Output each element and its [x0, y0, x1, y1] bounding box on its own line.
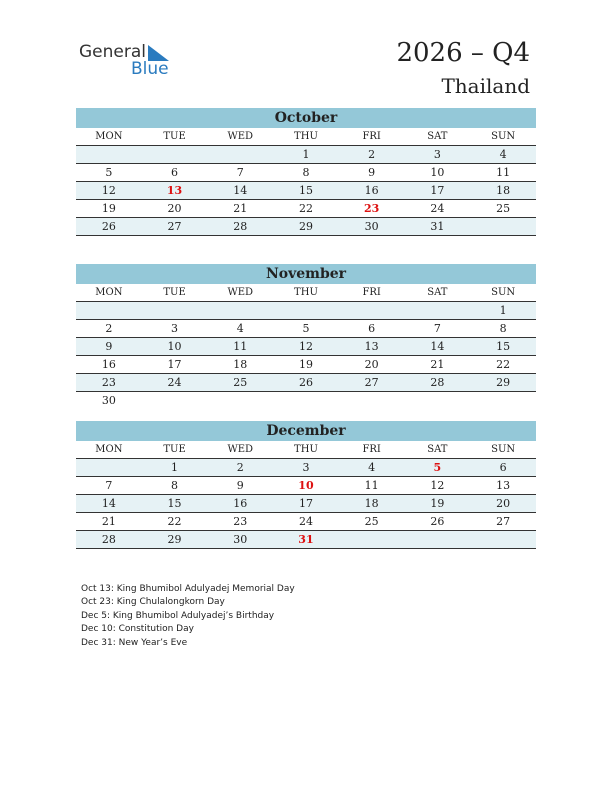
- week-row: [76, 495, 536, 513]
- day-cell: 5: [76, 164, 142, 182]
- holiday-notes: [81, 583, 295, 650]
- day-cell: 10: [142, 338, 208, 356]
- holiday-note: Dec 10: Constitution Day: [81, 624, 194, 635]
- empty-day-cell: [470, 392, 536, 410]
- empty-day-cell: [273, 392, 339, 410]
- day-cell: 21: [207, 200, 273, 218]
- day-cell: 9: [207, 477, 273, 495]
- empty-day-cell: [405, 392, 471, 410]
- weekday-label: TUE: [142, 284, 208, 302]
- day-cell: 19: [405, 495, 471, 513]
- day-cell: 14: [207, 182, 273, 200]
- holiday-day-cell: 23: [339, 200, 405, 218]
- holiday-note: Dec 31: New Year’s Eve: [81, 637, 188, 648]
- day-cell: 11: [339, 477, 405, 495]
- logo-text-blue: Blue: [131, 59, 169, 79]
- week-row: [76, 392, 536, 410]
- day-cell: 18: [470, 182, 536, 200]
- day-cell: 17: [273, 495, 339, 513]
- weekday-label: FRI: [339, 441, 405, 459]
- empty-day-cell: [207, 392, 273, 410]
- week-row: [76, 338, 536, 356]
- week-row: [76, 459, 536, 477]
- weekday-label: THU: [273, 441, 339, 459]
- day-cell: 29: [470, 374, 536, 392]
- weekday-label: TUE: [142, 128, 208, 146]
- day-cell: 22: [470, 356, 536, 374]
- day-cell: 15: [470, 338, 536, 356]
- day-cell: 14: [76, 495, 142, 513]
- day-cell: 28: [405, 374, 471, 392]
- week-row: [76, 374, 536, 392]
- holiday-note: Oct 23: King Chulalongkorn Day: [81, 597, 225, 608]
- holiday-note: Oct 13: King Bhumibol Adulyadej Memorial Day: [81, 584, 295, 594]
- day-cell: 16: [207, 495, 273, 513]
- day-cell: 30: [101, 394, 116, 407]
- day-cell: 25: [207, 374, 273, 392]
- day-cell: 16: [339, 182, 405, 200]
- week-row: [76, 164, 536, 182]
- day-cell: 11: [207, 338, 273, 356]
- empty-day-cell: [405, 531, 471, 549]
- day-cell: 9: [76, 338, 142, 356]
- month-december: [76, 421, 536, 549]
- weekday-label: MON: [76, 441, 142, 459]
- empty-day-cell: [207, 146, 273, 164]
- week-row: [76, 200, 536, 218]
- day-cell: 8: [470, 320, 536, 338]
- day-cell: 26: [405, 513, 471, 531]
- day-cell: 9: [339, 164, 405, 182]
- day-cell: 21: [405, 356, 471, 374]
- day-cell: 13: [470, 477, 536, 495]
- month-november: [76, 264, 536, 409]
- calendar-grid: [76, 128, 536, 236]
- weekday-label: SAT: [405, 284, 471, 302]
- day-cell: 2: [207, 459, 273, 477]
- day-cell: 14: [405, 338, 471, 356]
- weekday-row: [76, 128, 536, 146]
- day-cell: 27: [470, 513, 536, 531]
- page-title: 2026 – Q4: [396, 38, 530, 68]
- day-cell: 10: [405, 164, 471, 182]
- day-cell: 17: [142, 356, 208, 374]
- day-cell: 24: [273, 513, 339, 531]
- day-cell: 3: [405, 146, 471, 164]
- calendar-grid: [76, 284, 536, 409]
- day-cell: 4: [339, 459, 405, 477]
- week-row: [76, 531, 536, 549]
- country-name: Thailand: [441, 74, 530, 98]
- day-cell: 7: [405, 320, 471, 338]
- weekday-label: SUN: [470, 284, 536, 302]
- weekday-label: SUN: [470, 128, 536, 146]
- weekday-label: MON: [76, 284, 142, 302]
- month-header: November: [76, 264, 536, 284]
- generalblue-logo: [79, 40, 179, 80]
- empty-day-cell: [142, 302, 208, 320]
- day-cell: 18: [339, 495, 405, 513]
- day-cell: 8: [273, 164, 339, 182]
- day-cell: 22: [273, 200, 339, 218]
- logo-text-general: General: [79, 42, 146, 62]
- day-cell: 1: [273, 146, 339, 164]
- day-cell: 18: [207, 356, 273, 374]
- day-cell: 12: [76, 182, 142, 200]
- empty-day-cell: [405, 302, 471, 320]
- week-row: [76, 356, 536, 374]
- weekday-label: SAT: [405, 441, 471, 459]
- day-cell: 3: [273, 459, 339, 477]
- day-cell: 2: [76, 320, 142, 338]
- holiday-day-cell: 10: [273, 477, 339, 495]
- weekday-label: WED: [207, 284, 273, 302]
- day-cell: 5: [273, 320, 339, 338]
- holiday-day-cell: 5: [405, 459, 471, 477]
- weekday-label: FRI: [339, 284, 405, 302]
- empty-day-cell: [339, 531, 405, 549]
- day-cell: 7: [76, 477, 142, 495]
- empty-day-cell: [470, 218, 536, 236]
- week-row: [76, 146, 536, 164]
- empty-day-cell: [76, 459, 142, 477]
- day-cell: 28: [76, 531, 142, 549]
- empty-day-cell: [207, 302, 273, 320]
- day-cell: 22: [142, 513, 208, 531]
- day-cell: 15: [273, 182, 339, 200]
- day-cell: 24: [142, 374, 208, 392]
- day-cell: 1: [470, 302, 536, 320]
- day-cell: 16: [76, 356, 142, 374]
- day-cell: 25: [470, 200, 536, 218]
- day-cell: 2: [339, 146, 405, 164]
- day-cell: 24: [405, 200, 471, 218]
- day-cell: 17: [405, 182, 471, 200]
- week-row: [76, 320, 536, 338]
- day-cell: 25: [339, 513, 405, 531]
- weekday-label: TUE: [142, 441, 208, 459]
- day-cell: 31: [405, 218, 471, 236]
- day-cell: 29: [142, 531, 208, 549]
- month-header: October: [76, 108, 536, 128]
- day-cell: 4: [207, 320, 273, 338]
- empty-day-cell: [470, 531, 536, 549]
- day-cell: 11: [470, 164, 536, 182]
- day-cell: 21: [76, 513, 142, 531]
- holiday-note: Dec 5: King Bhumibol Adulyadej’s Birthday: [81, 610, 275, 621]
- month-october: [76, 108, 536, 236]
- day-cell: 6: [339, 320, 405, 338]
- weekday-row: [76, 284, 536, 302]
- week-row: [76, 218, 536, 236]
- holiday-day-cell: 31: [273, 531, 339, 549]
- empty-day-cell: [142, 146, 208, 164]
- day-cell: 15: [142, 495, 208, 513]
- weekday-label: SUN: [470, 441, 536, 459]
- day-cell: 12: [273, 338, 339, 356]
- empty-day-cell: [339, 302, 405, 320]
- empty-day-cell: [76, 146, 142, 164]
- calendar-grid: [76, 441, 536, 549]
- weekday-label: FRI: [339, 128, 405, 146]
- day-cell: 1: [142, 459, 208, 477]
- empty-day-cell: [142, 392, 208, 410]
- day-cell: 19: [76, 200, 142, 218]
- day-cell: 13: [339, 338, 405, 356]
- day-cell: 4: [470, 146, 536, 164]
- weekday-label: WED: [207, 128, 273, 146]
- day-cell: 23: [207, 513, 273, 531]
- weekday-label: THU: [273, 284, 339, 302]
- month-header: December: [76, 421, 536, 441]
- day-cell: 23: [76, 374, 142, 392]
- weekday-label: MON: [76, 128, 142, 146]
- day-cell: 26: [273, 374, 339, 392]
- weekday-row: [76, 441, 536, 459]
- day-cell: 8: [142, 477, 208, 495]
- day-cell: 20: [470, 495, 536, 513]
- weekday-label: SAT: [405, 128, 471, 146]
- day-cell: 30: [339, 218, 405, 236]
- empty-day-cell: [339, 392, 405, 410]
- weekday-label: THU: [273, 128, 339, 146]
- day-cell: 6: [470, 459, 536, 477]
- day-cell: 3: [142, 320, 208, 338]
- week-row: [76, 182, 536, 200]
- day-cell: 30: [207, 531, 273, 549]
- week-row: [76, 477, 536, 495]
- day-cell: 19: [273, 356, 339, 374]
- weekday-label: WED: [207, 441, 273, 459]
- empty-day-cell: [273, 302, 339, 320]
- day-cell: 27: [142, 218, 208, 236]
- day-cell: 20: [339, 356, 405, 374]
- empty-day-cell: [76, 302, 142, 320]
- day-cell: 26: [76, 218, 142, 236]
- holiday-day-cell: 13: [142, 182, 208, 200]
- week-row: [76, 302, 536, 320]
- day-cell: 12: [405, 477, 471, 495]
- day-cell: 7: [207, 164, 273, 182]
- day-cell: 20: [142, 200, 208, 218]
- day-cell: 29: [273, 218, 339, 236]
- week-row: [76, 513, 536, 531]
- day-cell: 28: [207, 218, 273, 236]
- day-cell: 6: [142, 164, 208, 182]
- day-cell: 27: [339, 374, 405, 392]
